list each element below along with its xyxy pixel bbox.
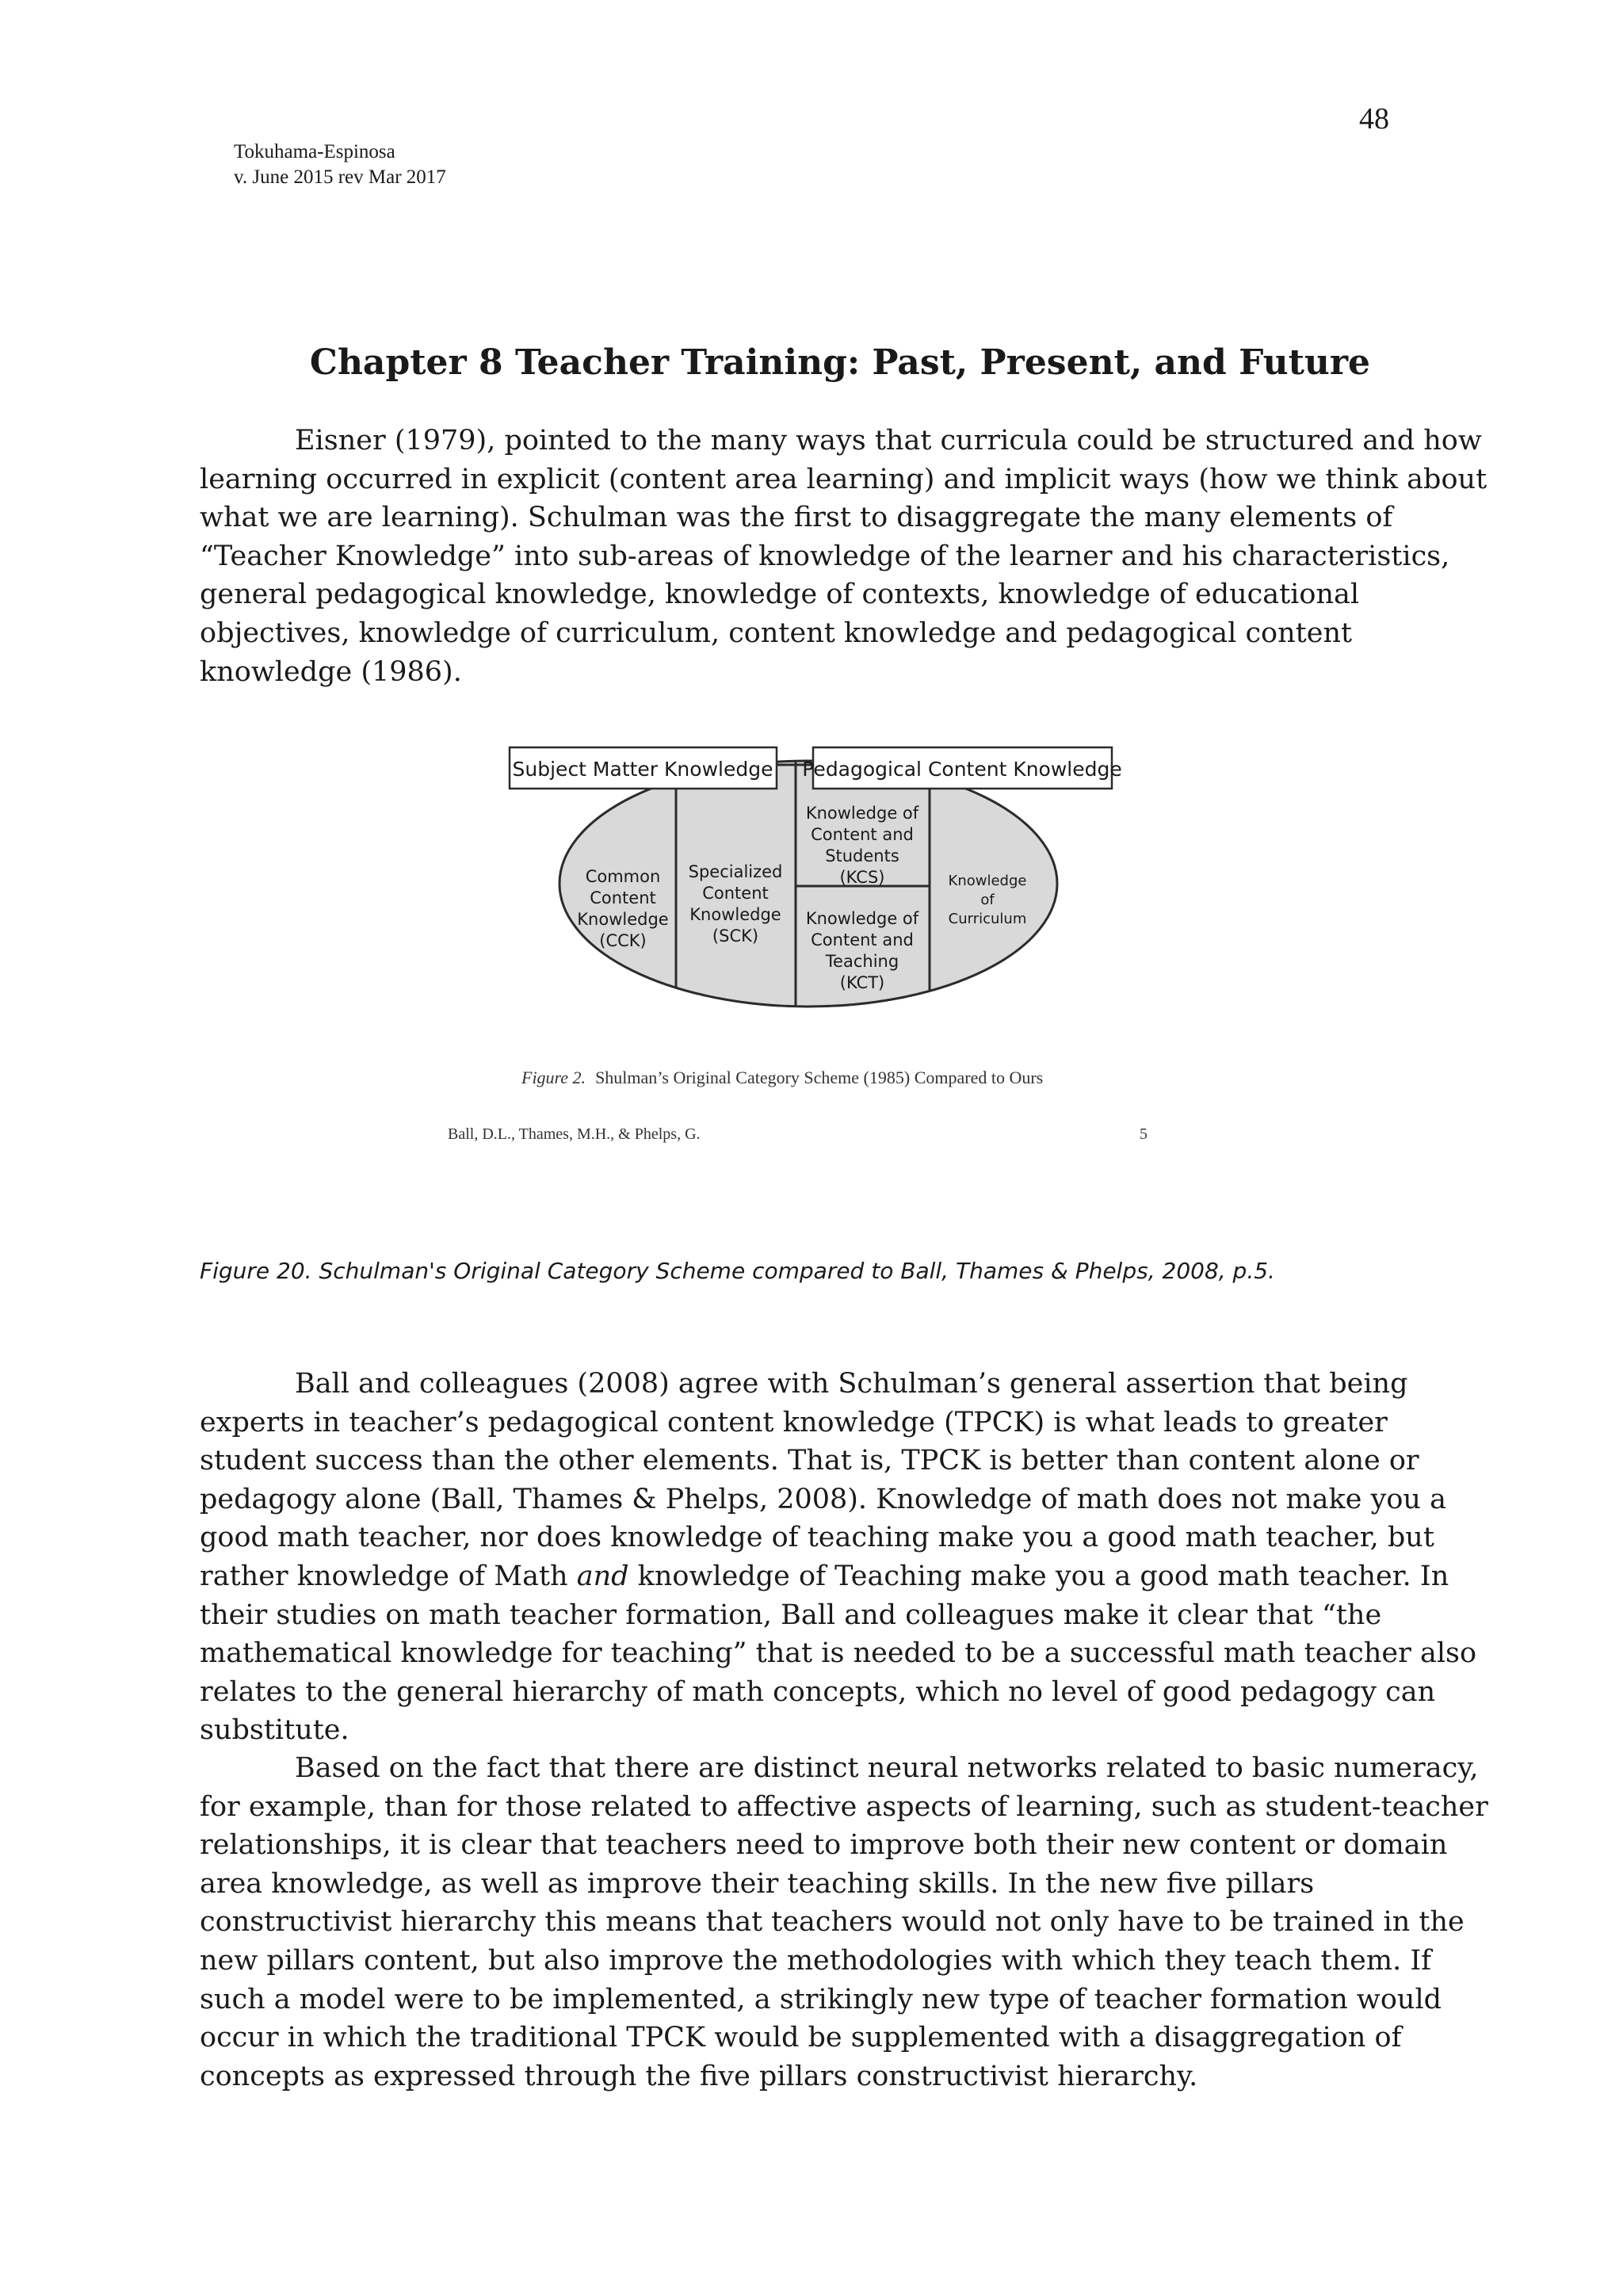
svg-text:Content: Content <box>702 884 769 903</box>
svg-text:Knowledge of: Knowledge of <box>805 909 919 928</box>
svg-text:(CCK): (CCK) <box>599 931 647 950</box>
svg-text:Common: Common <box>585 867 661 886</box>
pedagogical-content-label: Pedagogical Content Knowledge <box>802 758 1122 781</box>
svg-text:Curriculum: Curriculum <box>948 911 1027 927</box>
category-scheme-figure <box>444 741 1157 1169</box>
chapter-title: Chapter 8 Teacher Training: Past, Present, and Future <box>309 342 1371 383</box>
running-header <box>234 139 446 190</box>
svg-text:(SCK): (SCK) <box>712 926 759 946</box>
svg-text:Teaching: Teaching <box>825 952 899 971</box>
svg-text:(KCT): (KCT) <box>839 973 885 992</box>
inner-footer-page: 5 <box>1140 1125 1148 1143</box>
svg-text:of: of <box>980 892 995 908</box>
svg-text:Specialized: Specialized <box>688 862 783 881</box>
header-author: Tokuhama-Espinosa <box>234 141 395 162</box>
svg-text:Knowledge of: Knowledge of <box>805 804 919 823</box>
pillars-paragraph-text: Based on the fact that there are distinct neural networks related to basic numeracy, for example, than for those related to affective aspects of learning, such as student-teacher relationships, it is clear that teachers need to improve both their new content or domain area knowledge, as well as improve their teaching skills. In the new five pillars constructivist hierarchy this means that teachers would not only have to be trained in the new pillars content, but also improve the methodologies with which they teach them. If such a model were to be implemented, a strikingly new type of teacher formation would occur in which the traditional TPCK would be supplemented with a disaggregation of concepts as expressed through the five pillars constructivist hierarchy. <box>200 1752 1488 2092</box>
figure-caption: Figure 20. Schulman's Original Category Scheme compared to Ball, Thames & Phelps, 2008, p.5. <box>200 1258 1275 1284</box>
intro-paragraph <box>200 422 1499 691</box>
intro-paragraph-text: Eisner (1979), pointed to the many ways that curricula could be structured and how learning occurred in explicit (content area learning) and implicit ways (how we think about what we are learning). Schulman was the first to disaggregate the many elements of “Teacher Knowledge” into sub-areas of knowledge of the learner and his characteristics, general pedagogical knowledge, knowledge of contexts, knowledge of educational objectives, knowledge of curriculum, content knowledge and pedagogical content knowledge (1986). <box>200 425 1487 688</box>
ball-paragraph-emphasis: and <box>576 1560 629 1592</box>
subject-matter-label: Subject Matter Knowledge <box>512 758 773 781</box>
svg-text:Content and: Content and <box>811 825 914 844</box>
svg-text:Content: Content <box>590 888 656 907</box>
ball-paragraph <box>200 1365 1499 1750</box>
page-number: 48 <box>1359 102 1389 136</box>
category-scheme-diagram <box>444 741 1157 1169</box>
inner-footer-citation: Ball, D.L., Thames, M.H., & Phelps, G. <box>448 1125 701 1143</box>
pillars-paragraph <box>200 1749 1499 2095</box>
ball-paragraph-text-b: knowledge of Teaching make you a good math teacher. In their studies on math teacher formation, Ball and colleagues make it clear that “the mathematical knowledge for teaching” that is needed to be a successful math teacher also relates to the general hierarchy of math concepts, which no level of good pedagogy can substitute. <box>200 1560 1477 1747</box>
svg-text:Students: Students <box>825 846 899 865</box>
svg-text:Knowledge: Knowledge <box>689 905 781 924</box>
ball-paragraph-text-a: Ball and colleagues (2008) agree with Schulman’s general assertion that being experts in teacher’s pedagogical content knowledge (TPCK) is what leads to greater student success than the other elements. That is, TPCK is better than content alone or pedagogy alone (Ball, Thames & Phelps, 2008). Knowledge of math does not make you a good math teacher, nor does knowledge of teaching make you a good math teacher, but rather knowledge of Math <box>200 1368 1446 1592</box>
svg-text:Content and: Content and <box>811 930 914 949</box>
inner-caption: Figure 2. Shulman’s Original Category Scheme (1985) Compared to Ours <box>521 1068 1044 1087</box>
header-version: v. June 2015 rev Mar 2017 <box>234 166 446 188</box>
svg-text:Knowledge: Knowledge <box>948 873 1027 889</box>
svg-text:Knowledge: Knowledge <box>577 910 669 929</box>
svg-text:(KCS): (KCS) <box>839 868 885 887</box>
